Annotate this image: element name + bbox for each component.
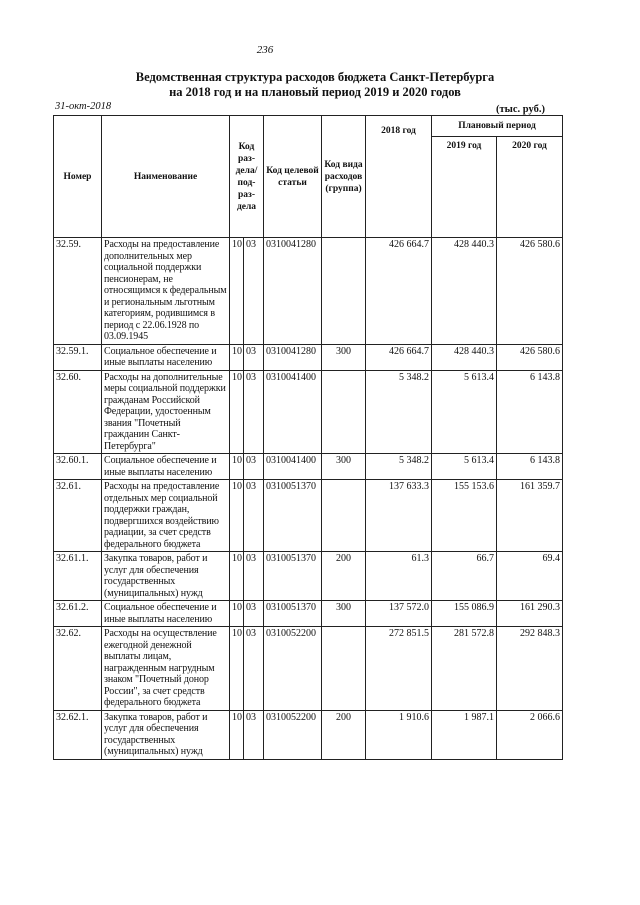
title-line-1: Ведомственная структура расходов бюджета Санкт-Петербурга [135, 70, 495, 84]
row-amount-2020: 69.4 [497, 552, 563, 601]
row-section: 10 [230, 627, 244, 711]
row-section: 10 [230, 238, 244, 345]
row-amount-2019: 281 572.8 [432, 627, 497, 711]
row-amount-2020: 2 066.6 [497, 710, 563, 759]
row-amount-2019: 66.7 [432, 552, 497, 601]
row-section: 10 [230, 552, 244, 601]
row-amount-2018: 5 348.2 [366, 370, 432, 454]
row-amount-2019: 5 613.4 [432, 370, 497, 454]
table-row [54, 627, 563, 711]
row-amount-2018: 61.3 [366, 552, 432, 601]
row-expense-type [322, 370, 366, 454]
page-number: 236 [256, 44, 274, 56]
row-amount-2020: 6 143.8 [497, 370, 563, 454]
row-section: 10 [230, 344, 244, 370]
row-amount-2020: 6 143.8 [497, 454, 563, 480]
row-number: 32.61.1. [54, 552, 102, 601]
row-number: 32.59.1. [54, 344, 102, 370]
row-subsection: 03 [244, 370, 264, 454]
row-amount-2018: 137 572.0 [366, 601, 432, 627]
row-amount-2018: 272 851.5 [366, 627, 432, 711]
row-number: 32.61. [54, 480, 102, 552]
row-subsection: 03 [244, 627, 264, 711]
row-name: Расходы на дополнительные меры социальной поддержки гражданам Российской Федерации, удостоенным звания "Почетный гражданин Санкт-Петербурга" [102, 370, 230, 454]
row-number: 32.60.1. [54, 454, 102, 480]
row-subsection: 03 [244, 480, 264, 552]
row-amount-2018: 426 664.7 [366, 238, 432, 345]
header-2018: 2018 год [366, 116, 432, 238]
table-row [54, 238, 563, 345]
table-row [54, 601, 563, 627]
row-amount-2018: 426 664.7 [366, 344, 432, 370]
row-subsection: 03 [244, 238, 264, 345]
header-section: Код раз- дела/ под- раз- дела [230, 116, 264, 238]
header-target: Код целевой статьи [264, 116, 322, 238]
row-name: Социальное обеспечение и иные выплаты населению [102, 454, 230, 480]
row-number: 32.60. [54, 370, 102, 454]
row-amount-2019: 5 613.4 [432, 454, 497, 480]
row-number: 32.62.1. [54, 710, 102, 759]
row-subsection: 03 [244, 710, 264, 759]
row-expense-type [322, 238, 366, 345]
header-expense-type: Код вида расходов (группа) [322, 116, 366, 238]
header-name: Наименование [102, 116, 230, 238]
units-label: (тыс. руб.) [496, 104, 545, 115]
row-subsection: 03 [244, 344, 264, 370]
row-target-code: 0310041280 [264, 238, 322, 345]
row-amount-2018: 5 348.2 [366, 454, 432, 480]
table-row [54, 710, 563, 759]
row-name: Закупка товаров, работ и услуг для обеспечения государственных (муниципальных) нужд [102, 710, 230, 759]
header-row-top [54, 116, 563, 137]
table-row [54, 370, 563, 454]
document-title [95, 70, 535, 100]
row-target-code: 0310041400 [264, 370, 322, 454]
row-section: 10 [230, 480, 244, 552]
row-subsection: 03 [244, 552, 264, 601]
row-name: Социальное обеспечение и иные выплаты населению [102, 344, 230, 370]
row-amount-2020: 426 580.6 [497, 344, 563, 370]
row-amount-2019: 1 987.1 [432, 710, 497, 759]
table-row [54, 552, 563, 601]
row-name: Закупка товаров, работ и услуг для обеспечения государственных (муниципальных) нужд [102, 552, 230, 601]
row-amount-2018: 137 633.3 [366, 480, 432, 552]
table-row [54, 480, 563, 552]
row-expense-type: 200 [322, 710, 366, 759]
row-name: Социальное обеспечение и иные выплаты населению [102, 601, 230, 627]
table-row [54, 344, 563, 370]
row-expense-type: 300 [322, 454, 366, 480]
row-section: 10 [230, 454, 244, 480]
row-name: Расходы на осуществление ежегодной денежной выплаты лицам, награжденным нагрудным знаком "Почетный донор России", за счет средств федерального бюджета [102, 627, 230, 711]
row-amount-2020: 426 580.6 [497, 238, 563, 345]
row-name: Расходы на предоставление отдельных мер социальной поддержки граждан, подвергшихся воздействию радиации, за счет средств федерального бюджета [102, 480, 230, 552]
document-date: 31-окт-2018 [55, 101, 112, 112]
row-amount-2020: 161 359.7 [497, 480, 563, 552]
row-amount-2018: 1 910.6 [366, 710, 432, 759]
row-number: 32.62. [54, 627, 102, 711]
row-expense-type: 300 [322, 344, 366, 370]
row-number: 32.61.2. [54, 601, 102, 627]
row-expense-type [322, 480, 366, 552]
row-amount-2019: 155 086.9 [432, 601, 497, 627]
header-planned-period: Плановый период [432, 116, 563, 137]
row-target-code: 0310052200 [264, 710, 322, 759]
row-expense-type [322, 627, 366, 711]
row-target-code: 0310051370 [264, 601, 322, 627]
row-name: Расходы на предоставление дополнительных мер социальной поддержки пенсионерам, не относящимся к федеральным и региональным льготным категориям, родившимся в период с 22.06.1928 по 03.09.1945 [102, 238, 230, 345]
header-number: Номер [54, 116, 102, 238]
row-target-code: 0310051370 [264, 480, 322, 552]
row-amount-2020: 292 848.3 [497, 627, 563, 711]
row-amount-2019: 428 440.3 [432, 344, 497, 370]
row-number: 32.59. [54, 238, 102, 345]
row-subsection: 03 [244, 454, 264, 480]
row-section: 10 [230, 710, 244, 759]
row-target-code: 0310052200 [264, 627, 322, 711]
row-section: 10 [230, 601, 244, 627]
row-section: 10 [230, 370, 244, 454]
row-target-code: 0310041280 [264, 344, 322, 370]
header-2019: 2019 год [432, 137, 497, 238]
row-subsection: 03 [244, 601, 264, 627]
row-expense-type: 200 [322, 552, 366, 601]
header-2020: 2020 год [497, 137, 563, 238]
row-target-code: 0310051370 [264, 552, 322, 601]
row-amount-2020: 161 290.3 [497, 601, 563, 627]
table-row [54, 454, 563, 480]
row-amount-2019: 155 153.6 [432, 480, 497, 552]
row-expense-type: 300 [322, 601, 366, 627]
row-amount-2019: 428 440.3 [432, 238, 497, 345]
title-line-2: на 2018 год и на плановый период 2019 и 2020 годов [169, 85, 461, 99]
row-target-code: 0310041400 [264, 454, 322, 480]
budget-table [53, 115, 563, 760]
